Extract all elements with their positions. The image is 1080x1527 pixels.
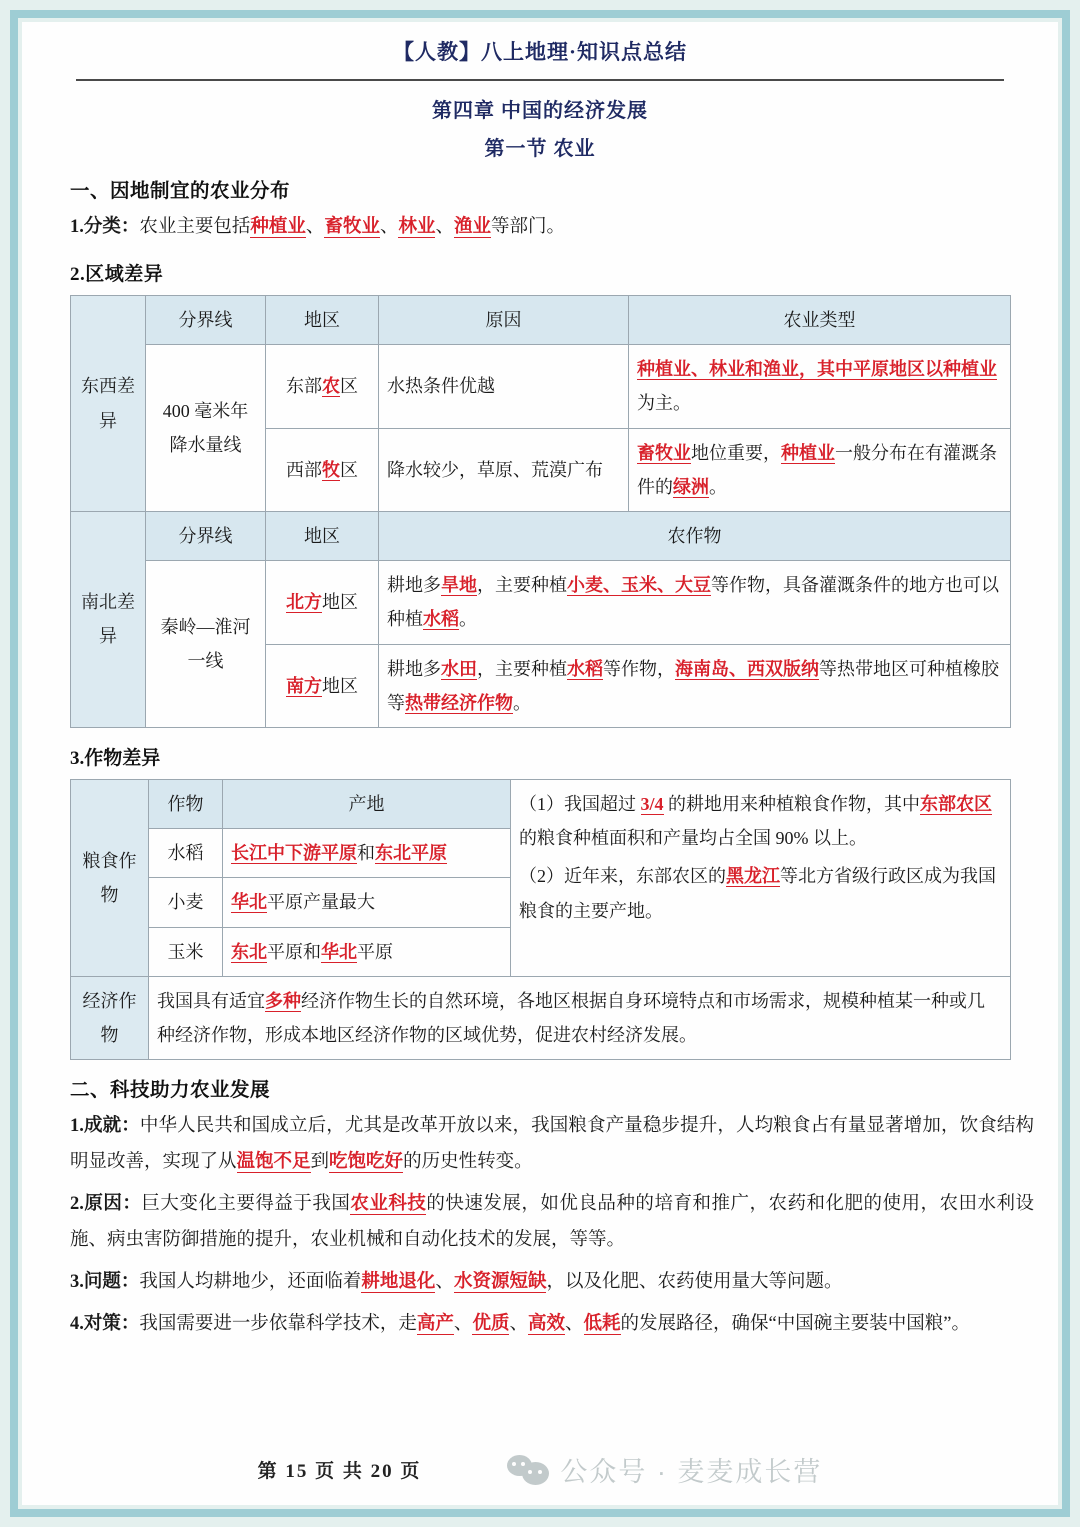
point-1-t1: 农业主要包括 bbox=[139, 217, 251, 237]
point-classification bbox=[70, 209, 1034, 245]
region-type-0-run-0: 种植业、林业和渔业，其中平原地区以种植业 bbox=[637, 359, 997, 380]
region-group-2-name: 南北差异 bbox=[71, 512, 146, 728]
dev-point-3-run-1: 耕地退化 bbox=[361, 1272, 436, 1293]
crop-origin-1-run-0: 华北 bbox=[231, 892, 267, 913]
region-type-1-run-4: 绿洲 bbox=[673, 476, 709, 497]
dev-point-1-run-4: 的历史性转变。 bbox=[403, 1152, 533, 1173]
region-area-0: 东部农区 bbox=[266, 345, 379, 428]
point-1-t4: 、 bbox=[435, 217, 454, 237]
dev-point-4-run-1: 高产 bbox=[416, 1314, 454, 1335]
region-type-1-run-5: 。 bbox=[709, 476, 727, 497]
region-type-1-run-0: 畜牧业 bbox=[637, 442, 691, 463]
wechat-icon bbox=[507, 1455, 551, 1485]
heading-one: 一、因地制宜的农业分布 bbox=[70, 181, 291, 202]
page-footer bbox=[22, 1450, 1058, 1489]
table-row bbox=[71, 779, 1011, 828]
chapter-title: 第四章 中国的经济发展 bbox=[432, 100, 648, 122]
region-crops-1-run-0: 耕地多 bbox=[387, 658, 441, 679]
region-header-0: 分界线 bbox=[146, 296, 266, 345]
region-b-area-0: 北方地区 bbox=[266, 561, 379, 644]
point-1-h4: 渔业 bbox=[454, 217, 492, 237]
region-group-1-name: 东西差异 bbox=[71, 296, 146, 512]
point-1-label: 1.分类： bbox=[70, 217, 140, 237]
dev-point-4-run-7: 低耗 bbox=[583, 1314, 621, 1335]
region-boundary-2: 秦岭—淮河一线 bbox=[146, 561, 266, 728]
crop-origin-0-run-2: 东北平原 bbox=[375, 843, 447, 864]
crop-origin-2-run-2: 华北 bbox=[321, 941, 357, 962]
crops-note-1 bbox=[519, 859, 1002, 927]
dev-point-3-run-0: 我国人均耕地少，还面临着 bbox=[139, 1272, 362, 1293]
region-reason-1: 降水较少，草原、荒漠广布 bbox=[379, 428, 629, 511]
dev-point-1-run-3: 吃饱吃好 bbox=[329, 1152, 404, 1173]
cash-crop-text bbox=[149, 976, 1011, 1059]
cash-crop-run-2: 经济作物生长的自然环境，各地区根据自身环境特点和市场需求，规模种植某一种或几种经济作物，形成本地区经济作物的区域优势，促进农村经济发展。 bbox=[157, 990, 985, 1045]
dev-point-1-run-0: 中华人民共和国成立后，尤其是改革开放以来，我国粮食产量稳步提升，人均粮食占有量显著增加，饮食结构明显改善，实现了从 bbox=[70, 1116, 1034, 1173]
region-header-1: 地区 bbox=[266, 296, 379, 345]
region-crops-0-run-0: 耕地多 bbox=[387, 575, 441, 596]
dev-point-4-run-2: 、 bbox=[453, 1314, 473, 1335]
dev-point-2 bbox=[70, 1186, 1034, 1258]
dev-point-4-run-3: 优质 bbox=[472, 1314, 510, 1335]
region-crops-1-run-3: 水稻 bbox=[567, 658, 603, 679]
dev-point-1-run-2: 到 bbox=[310, 1152, 330, 1173]
point-1-h3: 林业 bbox=[398, 217, 436, 237]
region-type-1-run-1: 地位重要， bbox=[691, 442, 781, 463]
document-header: 【人教】八上地理·知识点总结 bbox=[392, 40, 687, 64]
crop-origin-1-run-1: 平原产量最大 bbox=[267, 892, 375, 913]
crops-notes bbox=[511, 779, 1011, 976]
dev-point-3 bbox=[70, 1264, 1034, 1300]
crop-origin-2-run-3: 平原 bbox=[357, 941, 393, 962]
table-row bbox=[71, 512, 1011, 561]
crop-origin-2-run-1: 平原和 bbox=[267, 941, 321, 962]
dev-point-1-label: 1.成就： bbox=[70, 1116, 140, 1137]
page-number: 第 15 页 共 20 页 bbox=[257, 1461, 422, 1482]
dev-point-4-run-0: 我国需要进一步依靠科学技术，走 bbox=[139, 1314, 417, 1335]
dev-point-4 bbox=[70, 1306, 1034, 1342]
region-type-1-run-3: 一般分布在有灌溉条件的 bbox=[637, 442, 997, 497]
page-sheet bbox=[22, 22, 1058, 1505]
cash-crop-run-1: 多种 bbox=[265, 990, 301, 1011]
crop-origin-2-run-0: 东北 bbox=[231, 941, 267, 962]
region-reason-0: 水热条件优越 bbox=[379, 345, 629, 428]
region-header-2: 原因 bbox=[379, 296, 629, 345]
dev-point-3-label: 3.问题： bbox=[70, 1272, 140, 1293]
crops-table bbox=[70, 779, 1011, 1060]
dev-point-4-label: 4.对策： bbox=[70, 1314, 140, 1335]
point-1-t5: 等部门。 bbox=[491, 217, 566, 237]
point-1-h2: 畜牧业 bbox=[324, 217, 380, 237]
region-type-1 bbox=[629, 428, 1011, 511]
dev-point-2-label: 2.原因： bbox=[70, 1194, 142, 1215]
cash-crop-run-0: 我国具有适宜 bbox=[157, 990, 265, 1011]
table-row bbox=[71, 561, 1011, 644]
dev-point-4-run-4: 、 bbox=[509, 1314, 528, 1335]
region-crops-0-run-3: 小麦、玉米、大豆 bbox=[567, 575, 711, 596]
region-crops-0-run-6: 。 bbox=[459, 609, 477, 630]
region-b-header-0: 分界线 bbox=[146, 512, 266, 561]
crops-note-0 bbox=[519, 787, 1002, 855]
heading-two: 二、科技助力农业发展 bbox=[70, 1080, 271, 1102]
crop-origin-2 bbox=[223, 927, 511, 976]
dev-point-3-run-2: 、 bbox=[435, 1272, 454, 1293]
region-crops-0-run-1: 旱地 bbox=[441, 575, 477, 596]
point-1-t3: 、 bbox=[379, 217, 399, 237]
region-crops-1-run-2: ，主要种植 bbox=[477, 658, 567, 679]
dev-point-4-run-5: 高效 bbox=[527, 1314, 565, 1335]
header-divider bbox=[76, 79, 1004, 81]
table-row bbox=[71, 976, 1011, 1059]
crops-header-1: 产地 bbox=[223, 779, 511, 828]
crops-note-0-run-2: 的耕地用来种植粮食作物，其中 bbox=[663, 793, 921, 814]
dev-point-4-run-8: 的发展路径，确保“中国碗主要装中国粮”。 bbox=[620, 1314, 970, 1335]
crop-name-1: 小麦 bbox=[149, 878, 223, 927]
crops-note-1-run-0: （2）近年来，东部农区的 bbox=[519, 866, 726, 887]
region-crops-0-run-4: 等作物，具备灌溉条件的地方也可以种植 bbox=[387, 575, 999, 630]
dev-point-3-run-4: ，以及化肥、农药使用量大等问题。 bbox=[546, 1272, 843, 1293]
crop-origin-0 bbox=[223, 829, 511, 878]
region-crops-1-run-7: 热带经济作物 bbox=[405, 692, 513, 713]
crop-origin-1 bbox=[223, 878, 511, 927]
crops-note-0-run-0: （1）我国超过 bbox=[519, 793, 641, 814]
dev-point-1 bbox=[70, 1108, 1034, 1180]
table-row bbox=[71, 345, 1011, 428]
table-row bbox=[71, 296, 1011, 345]
dev-point-2-run-1: 农业科技 bbox=[350, 1194, 427, 1215]
region-crops-1-run-8: 。 bbox=[513, 692, 531, 713]
region-b-header-2: 农作物 bbox=[379, 512, 1011, 561]
region-b-header-1: 地区 bbox=[266, 512, 379, 561]
crops-side-label: 粮食作物 bbox=[71, 779, 149, 976]
crops-note-0-run-1: 3/4 bbox=[640, 793, 664, 814]
dev-point-1-run-1: 温饱不足 bbox=[236, 1152, 311, 1173]
dev-point-4-run-6: 、 bbox=[564, 1314, 584, 1335]
region-b-area-1: 南方地区 bbox=[266, 644, 379, 727]
dev-point-3-run-3: 水资源短缺 bbox=[453, 1272, 547, 1293]
region-type-0 bbox=[629, 345, 1011, 428]
region-type-1-run-2: 种植业 bbox=[781, 442, 835, 463]
point-1-h1: 种植业 bbox=[250, 217, 306, 237]
region-header-3: 农业类型 bbox=[629, 296, 1011, 345]
dev-point-2-run-2: 的快速发展，如优良品种的培育和推广，农药和化肥的使用，农田水利设施、病虫害防御措施的提升，农业机械和自动化技术的发展，等等。 bbox=[70, 1194, 1034, 1251]
crops-note-1-run-1: 黑龙江 bbox=[726, 866, 780, 887]
region-boundary-1: 400 毫米年降水量线 bbox=[146, 345, 266, 512]
region-crops-0-run-5: 水稻 bbox=[423, 609, 459, 630]
region-crops-1-run-1: 水田 bbox=[441, 658, 477, 679]
region-crops-1-run-4: 等作物， bbox=[603, 658, 675, 679]
point-2-label: 2.区域差异 bbox=[70, 264, 164, 286]
region-area-1: 西部牧区 bbox=[266, 428, 379, 511]
crop-origin-0-run-1: 和 bbox=[357, 843, 375, 864]
section-title: 第一节 农业 bbox=[484, 138, 596, 160]
watermark bbox=[507, 1450, 822, 1489]
crops-header-0: 作物 bbox=[149, 779, 223, 828]
crops-note-0-run-3: 东部农区 bbox=[920, 793, 993, 814]
region-crops-1-run-6: 等热带地区可种植橡胶等 bbox=[387, 658, 999, 713]
region-crops-1 bbox=[379, 644, 1011, 727]
region-difference-table bbox=[70, 295, 1011, 728]
page-content bbox=[22, 22, 1058, 1505]
crop-name-2: 玉米 bbox=[149, 927, 223, 976]
region-crops-1-run-5: 海南岛、西双版纳 bbox=[675, 658, 819, 679]
region-crops-0-run-2: ，主要种植 bbox=[477, 575, 567, 596]
region-crops-0 bbox=[379, 561, 1011, 644]
crops-note-1-run-2: 等北方省级行政区成为我国粮食的主要产地。 bbox=[519, 866, 996, 921]
crops-note-0-run-4: 的粮食种植面积和产量均占全国 90% 以上。 bbox=[519, 828, 867, 849]
crop-name-0: 水稻 bbox=[149, 829, 223, 878]
region-type-0-run-1: 为主。 bbox=[637, 393, 691, 414]
crop-origin-0-run-0: 长江中下游平原 bbox=[231, 843, 357, 864]
point-1-t2: 、 bbox=[305, 217, 325, 237]
cash-crop-label: 经济作物 bbox=[71, 976, 149, 1059]
point-3-label: 3.作物差异 bbox=[70, 747, 161, 769]
watermark-text: 公众号 · 麦麦成长营 bbox=[560, 1457, 823, 1487]
dev-point-2-run-0: 巨大变化主要得益于我国 bbox=[141, 1194, 351, 1215]
